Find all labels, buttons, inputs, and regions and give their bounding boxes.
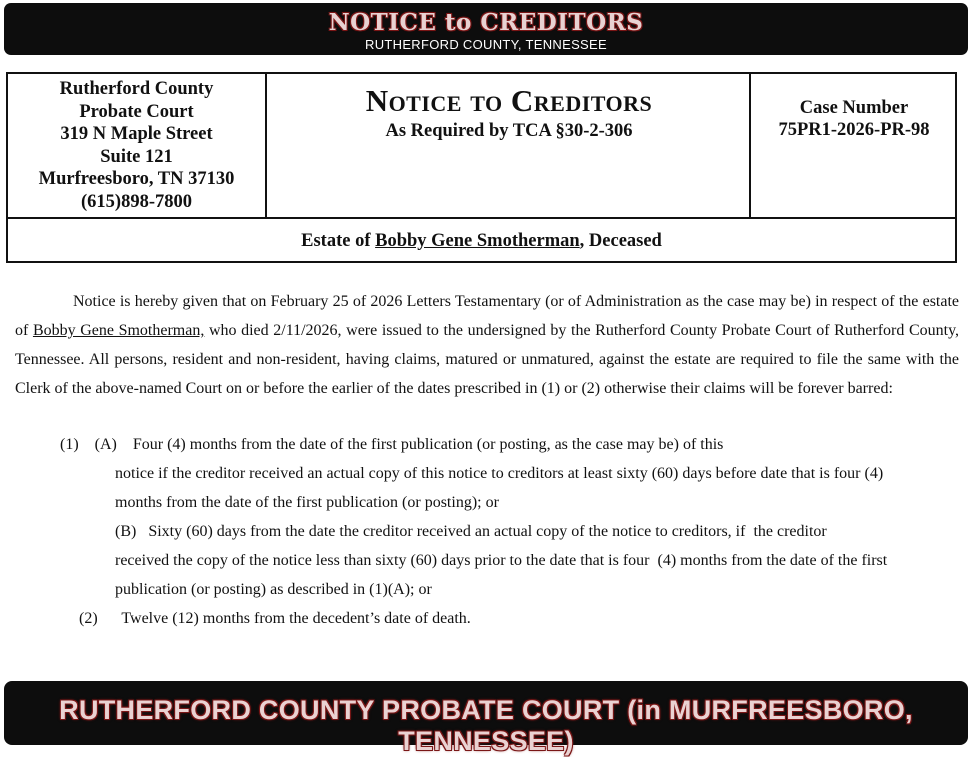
court-line: Probate Court [79, 101, 194, 122]
bottom-banner-title: RUTHERFORD COUNTY PROBATE COURT (in MURFREESBORO, TENNESSEE) [59, 695, 913, 756]
case-number-cell [753, 74, 955, 217]
notice-title-cell [269, 74, 751, 217]
paragraph-text: Notice is hereby given that on February 25 of 2026 Letters Testamentary (or of Administration as the case may be) in respect [73, 293, 878, 310]
paragraph-text: who died 2/11/2026, were issued to the undersigned by the Rutherford County Probate [204, 322, 771, 339]
paragraph-text: estate are required to file the same with the Clerk of the above-named Court on or before the earlier of the dates prescribed in (1) or [15, 351, 960, 397]
banner-title: NOTICE to CREDITORS [328, 9, 644, 36]
paragraph-text: Court of Rutherford County, Tennessee. All persons, resident and non-resident, having claims, matured or unmatured, against the [15, 322, 960, 368]
decedent-name: Bobby Gene Smotherman [375, 231, 580, 251]
notice-heading: Notice to Creditors [365, 83, 653, 118]
estate-row [8, 217, 955, 261]
item-2: (2) Twelve (12) months from the decedent’s date of death. [79, 610, 471, 627]
case-number-value: 75PR1-2026-PR-98 [778, 120, 930, 140]
top-banner [4, 3, 968, 55]
decedent-name-inline: Bobby Gene Smotherman, [32, 322, 205, 339]
item-1b-continued: publication (or posting) as described in (1)(A); or [115, 581, 432, 598]
notice-header-table [6, 72, 957, 263]
paragraph-text: of the estate of [15, 293, 960, 339]
estate-suffix: , Deceased [579, 231, 662, 251]
court-line: Suite 121 [100, 146, 173, 167]
estate-prefix: Estate of [301, 231, 376, 251]
court-address-cell [8, 74, 267, 217]
item-1a-continued: months from the date of the first publication (or posting); or [115, 494, 499, 511]
notice-body [15, 287, 959, 403]
item-1b-continued: received the copy of the notice less than sixty (60) days prior to the date that is four (4) months from the date of the first [115, 552, 888, 569]
court-line: (615)898-7800 [81, 191, 192, 212]
bottom-banner [4, 681, 968, 756]
item-1b: (B) Sixty (60) days from the date the creditor received an actual copy of the notice to creditors, if the creditor [115, 523, 827, 540]
court-line: Rutherford County [59, 79, 214, 99]
item-1a: (1) (A) Four (4) months from the date of the first publication (or posting, as the case may be) of this [60, 436, 724, 453]
court-line: Murfreesboro, TN 37130 [38, 169, 235, 189]
court-line: 319 N Maple Street [60, 124, 213, 144]
statute-reference: As Required by TCA §30-2-306 [385, 121, 633, 141]
case-number-label: Case Number [799, 98, 909, 118]
banner-subtitle: RUTHERFORD COUNTY, TENNESSEE [365, 37, 607, 52]
paragraph-text: (2) otherwise their claims will be forever barred: [581, 380, 893, 397]
notice-paragraph [15, 287, 959, 403]
item-1a-continued: notice if the creditor received an actual copy of this notice to creditors at least sixty (60) days before date that is four (4) [115, 465, 884, 482]
